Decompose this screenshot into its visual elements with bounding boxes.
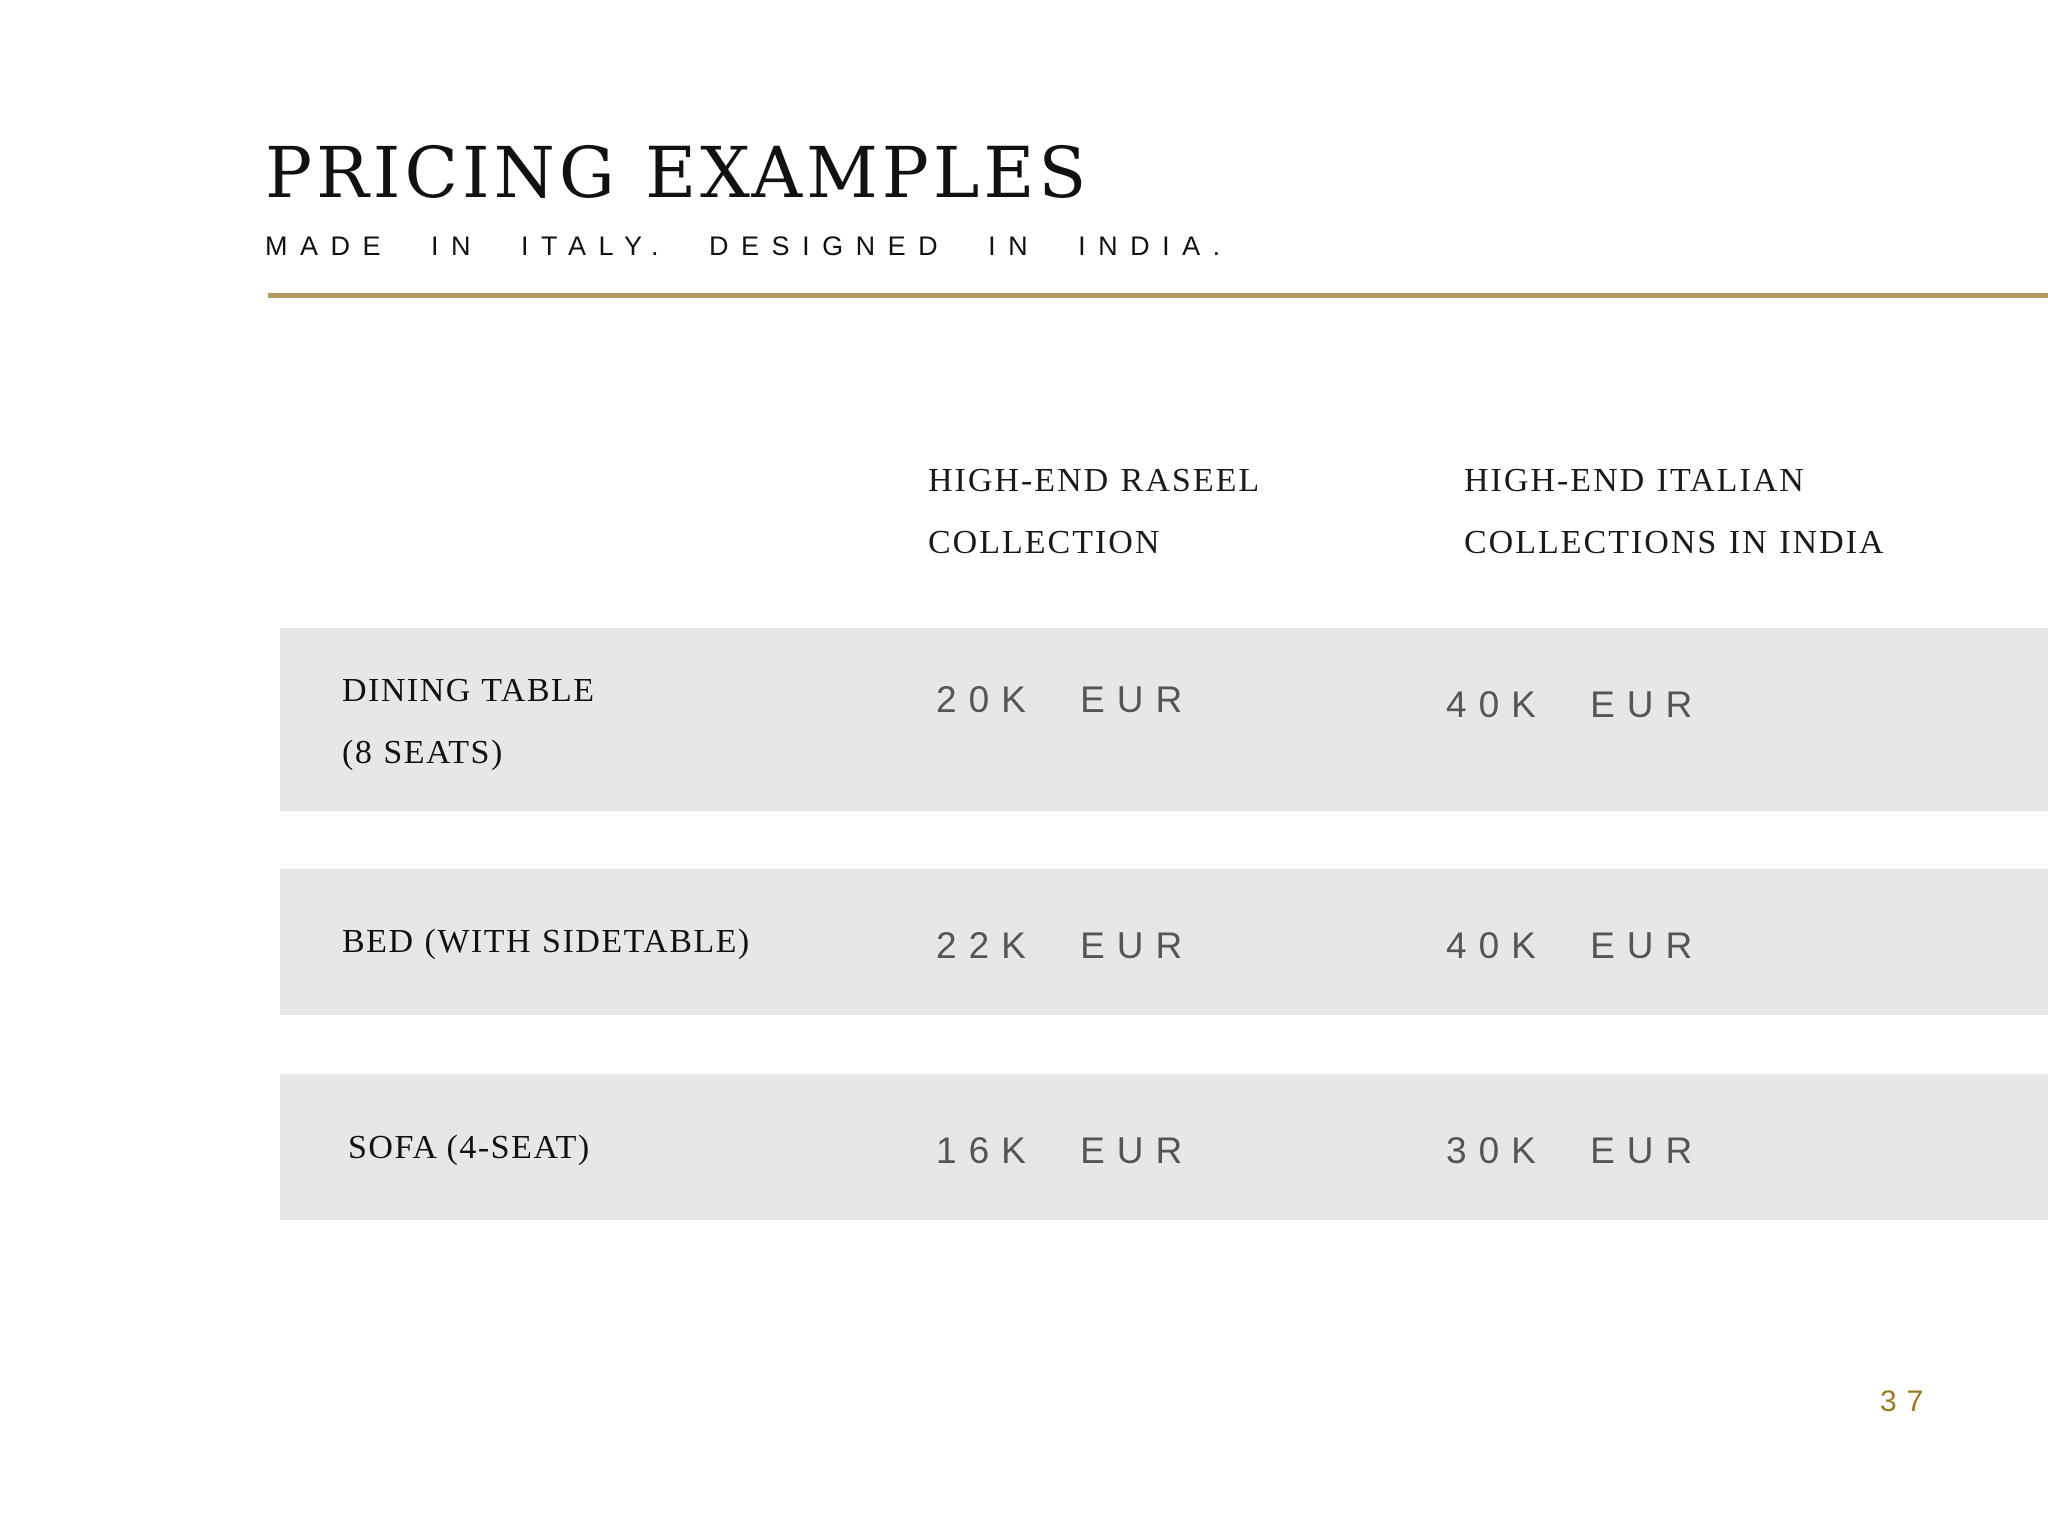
item-label-line1: DINING TABLE [342,672,596,709]
price-raseel: 20K EUR [936,679,1195,720]
page-number: 37 [1880,1385,1934,1418]
item-label: BED (WITH SIDETABLE) [342,923,751,960]
column-header-italian-line1: HIGH-END ITALIAN [1464,462,1806,499]
pricing-row-sofa [280,1074,2048,1220]
pricing-row-dining-table [280,628,2048,811]
item-label [342,660,596,784]
column-header-raseel-line1: HIGH-END RASEEL [928,462,1262,499]
pricing-row-bed [280,869,2048,1015]
price-italian: 40K EUR [1446,925,1705,966]
page-subtitle: MADE IN ITALY. DESIGNED IN INDIA. [265,231,1233,261]
price-raseel: 22K EUR [936,925,1195,966]
price-italian: 30K EUR [1446,1130,1705,1171]
price-italian: 40K EUR [1446,684,1705,725]
price-raseel: 16K EUR [936,1130,1195,1171]
column-header-raseel-line2: COLLECTION [928,524,1162,561]
page-title: PRICING EXAMPLES [265,132,1091,214]
title-divider [268,293,2048,298]
column-header-italian [1464,450,2024,574]
column-header-raseel [928,450,1348,574]
item-label-line2: (8 SEATS) [342,734,504,771]
item-label: SOFA (4-SEAT) [348,1129,591,1166]
column-header-italian-line2: COLLECTIONS IN INDIA [1464,524,1886,561]
